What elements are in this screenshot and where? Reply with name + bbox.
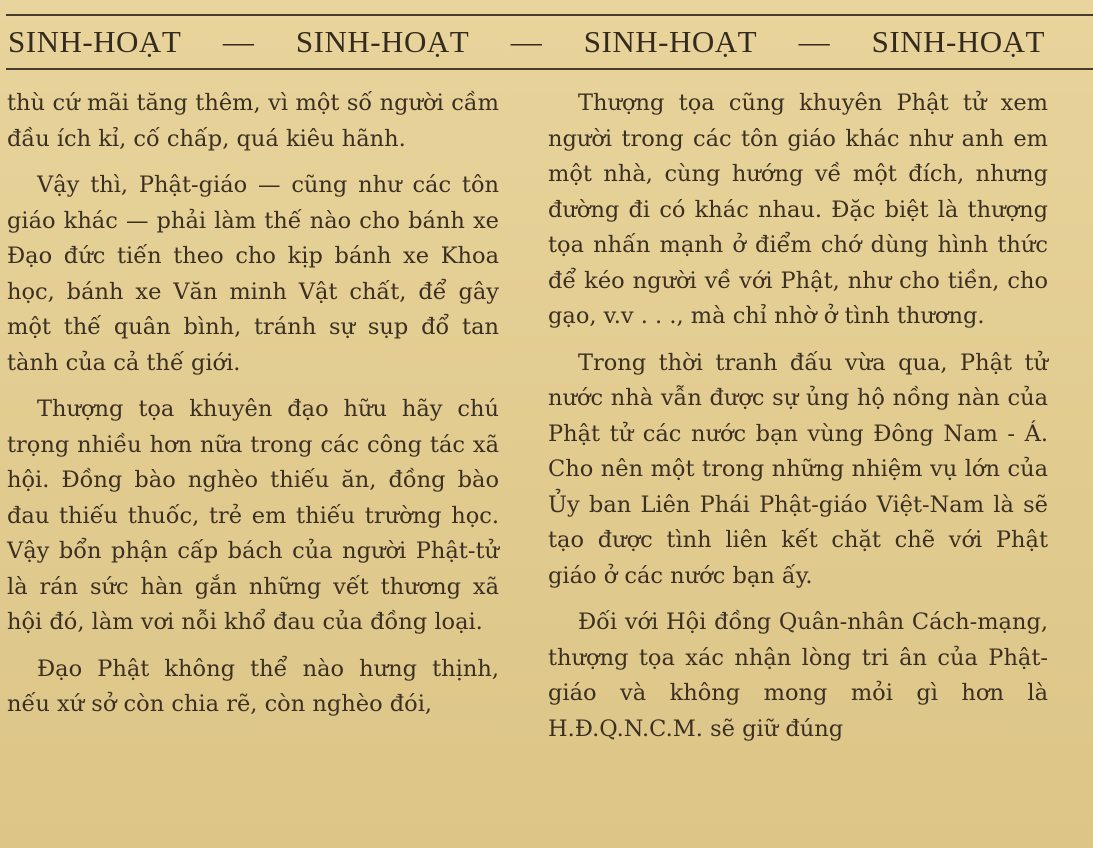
left-paragraph-4: Đạo Phật không thể nào hưng thịnh, nếu xứ sở còn chia rẽ, còn nghèo đói, xyxy=(7,655,499,717)
left-paragraph-1: thù cứ mãi tăng thêm, vì một số người cầm đầu ích kỉ, cố chấp, quá kiêu hãnh. xyxy=(7,90,499,152)
header-title-4: SINH-HOẠT xyxy=(871,24,1045,59)
header-title-3: SINH-HOẠT xyxy=(583,24,758,59)
header-title-2: SINH-HOẠT xyxy=(295,24,470,59)
header-top-rule xyxy=(6,14,1093,16)
header-title-1: SINH-HOẠT xyxy=(8,24,182,59)
section-header xyxy=(8,18,1045,66)
left-column xyxy=(7,86,499,734)
right-paragraph-2: Trong thời tranh đấu vừa qua, Phật tử nước nhà vẫn được sự ủng hộ nồng nàn của Phật tử các nước bạn vùng Đông Nam - Á. Cho nên một trong những nhiệm vụ lớn của Ủy ban Liên Phái Phật-giáo Việt-Nam là sẽ tạo được tình liên kết chặt chẽ với Phật giáo ở các nước bạn ấy. xyxy=(548,349,1048,589)
header-dash-1: — xyxy=(222,24,255,59)
right-paragraph-3: Đối với Hội đồng Quân-nhân Cách-mạng, thượng tọa xác nhận lòng tri ân của Phật-giáo và không mong mỏi gì hơn là H.Đ.Q.N.C.M. sẽ giữ đúng xyxy=(548,609,1048,742)
header-dash-3: — xyxy=(798,24,831,59)
header-bottom-rule xyxy=(6,68,1093,70)
right-column xyxy=(548,86,1048,758)
right-paragraph-1: Thượng tọa cũng khuyên Phật tử xem người trong các tôn giáo khác như anh em một nhà, cùng hướng về một đích, nhưng đường đi có khác nhau. Đặc biệt là thượng tọa nhấn mạnh ở điểm chớ dùng hình thức để kéo người về với Phật, như cho tiền, cho gạo, v.v . . ., mà chỉ nhờ ở tình thương. xyxy=(548,90,1048,329)
left-paragraph-2: Vậy thì, Phật-giáo — cũng như các tôn giáo khác — phải làm thế nào cho bánh xe Đạo đức tiến theo cho kịp bánh xe Khoa học, bánh xe Văn minh Vật chất, để gây một thế quân bình, tránh sự sụp đổ tan tành của cả thế giới. xyxy=(7,172,499,376)
left-paragraph-3: Thượng tọa khuyên đạo hữu hãy chú trọng nhiều hơn nữa trong các công tác xã hội. Đồng bào nghèo thiếu ăn, đồng bào đau thiếu thuốc, trẻ em thiếu trường học. Vậy bổn phận cấp bách của người Phật-tử là rán sức hàn gắn những vết thương xã hội đó, làm vơi nỗi khổ đau của đồng loại. xyxy=(7,396,499,635)
header-dash-2: — xyxy=(510,24,543,59)
